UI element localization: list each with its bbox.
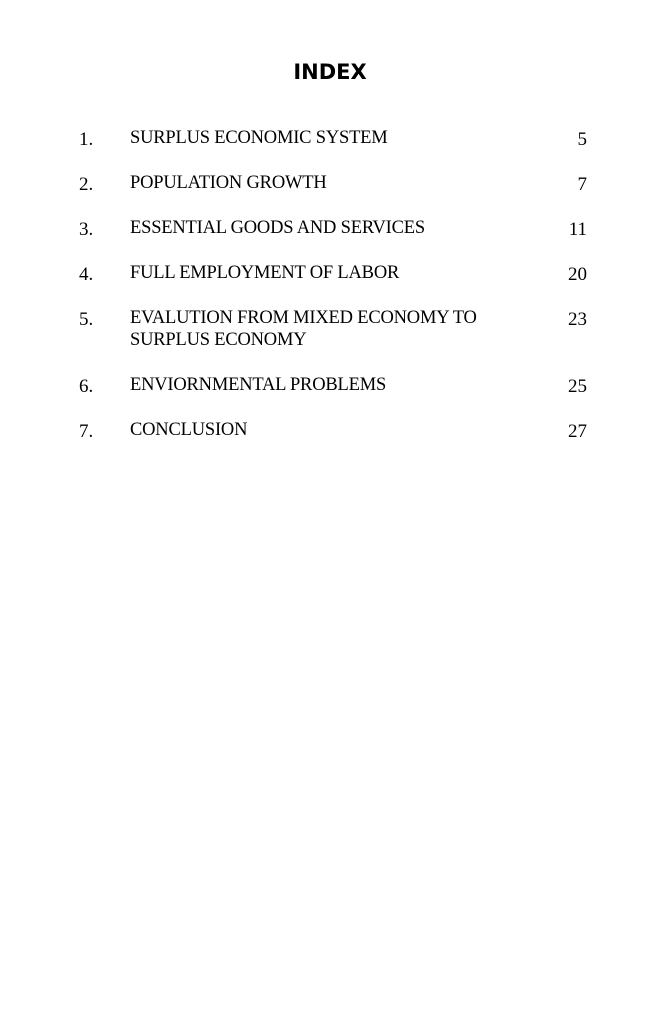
toc-entry <box>79 419 591 441</box>
toc-entry-title: POPULATION GROWTH <box>130 173 327 193</box>
table-of-contents <box>79 127 591 464</box>
toc-entry-title: SURPLUS ECONOMIC SYSTEM <box>130 128 388 148</box>
toc-entry-page: 7 <box>577 174 587 195</box>
toc-entry-page: 23 <box>568 309 587 330</box>
toc-entry-number: 4. <box>79 264 94 285</box>
toc-entry-page: 5 <box>577 129 587 150</box>
toc-entry-title: ESSENTIAL GOODS AND SERVICES <box>130 218 425 238</box>
toc-entry-number: 1. <box>79 129 94 150</box>
toc-entry-page: 20 <box>568 264 587 285</box>
toc-entry-title: EVALUTION FROM MIXED ECONOMY TO SURPLUS ECONOMY <box>130 308 477 350</box>
page-title: INDEX <box>293 60 367 84</box>
toc-entry <box>79 217 591 239</box>
toc-entry-number: 5. <box>79 309 94 330</box>
toc-entry-title: FULL EMPLOYMENT OF LABOR <box>130 263 400 283</box>
toc-entry-page: 11 <box>568 219 587 240</box>
toc-entry-title: CONCLUSION <box>130 420 248 440</box>
toc-entry <box>79 307 591 351</box>
toc-entry-number: 6. <box>79 376 94 397</box>
toc-entry-page: 27 <box>568 421 587 442</box>
toc-entry <box>79 127 591 149</box>
toc-entry-number: 3. <box>79 219 94 240</box>
toc-entry <box>79 374 591 396</box>
toc-entry <box>79 172 591 194</box>
toc-entry-number: 7. <box>79 421 94 442</box>
toc-entry <box>79 262 591 284</box>
toc-entry-number: 2. <box>79 174 94 195</box>
toc-entry-page: 25 <box>568 376 587 397</box>
toc-entry-title: ENVIORNMENTAL PROBLEMS <box>130 375 387 395</box>
